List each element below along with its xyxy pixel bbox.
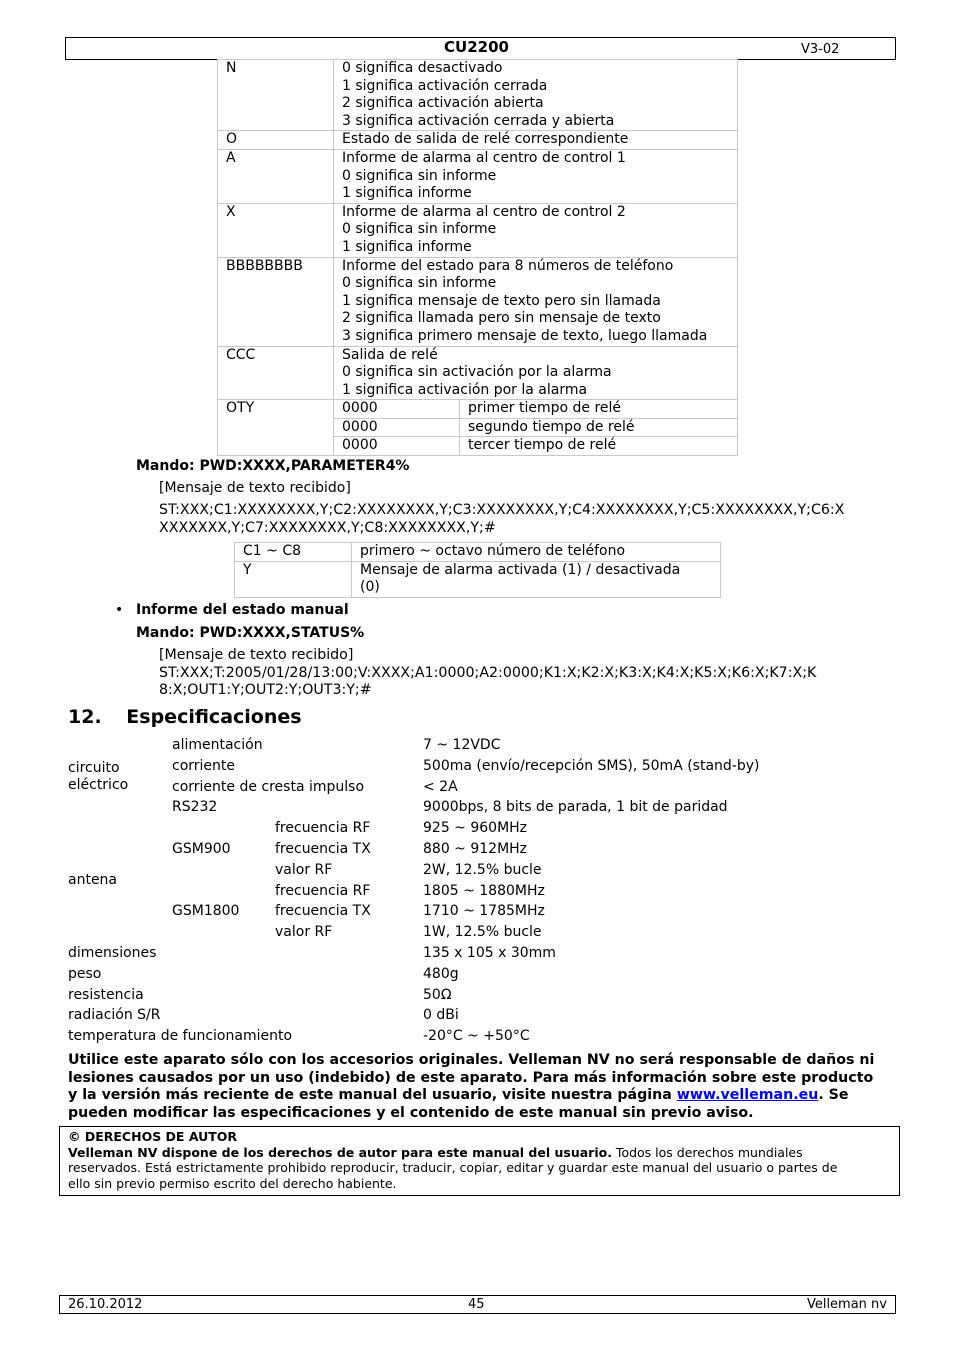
- spec-name: corriente de cresta impulso: [172, 778, 365, 795]
- relay-desc: tercer tiempo de relé: [460, 437, 738, 456]
- desc-line: Estado de salida de relé correspondiente: [342, 131, 629, 148]
- param-key: C1 ~ C8: [235, 543, 352, 562]
- param-key: CCC: [218, 346, 334, 400]
- notice-text: . Se: [818, 1087, 849, 1104]
- notice-line: Utilice este aparato sólo con los accesorios originales. Velleman NV no será responsable de daños ni: [68, 1052, 875, 1068]
- desc-line: Informe del estado para 8 números de teléfono: [342, 257, 674, 274]
- table-row: [218, 149, 738, 203]
- table-row: [218, 131, 738, 150]
- relay-code: 0000: [334, 418, 460, 437]
- spec-value: 135 x 105 x 30mm: [423, 945, 556, 961]
- param-desc: [334, 131, 738, 150]
- received-label-2: [Mensaje de texto recibido]: [159, 647, 354, 663]
- spec-value: 9000bps, 8 bits de parada, 1 bit de paridad: [423, 799, 728, 816]
- desc-line: 2 significa activación abierta: [342, 95, 544, 112]
- copyright-line: [68, 1145, 895, 1161]
- footer-date: 26.10.2012: [68, 1297, 143, 1312]
- received-label-1: [Mensaje de texto recibido]: [159, 480, 351, 496]
- desc-line: 1 significa activación por la alarma: [342, 381, 588, 398]
- spec-value: 880 ~ 912MHz: [423, 841, 528, 857]
- antenna-label: antena: [68, 872, 118, 888]
- notice-line: lesiones causados por un uso (indebido) de este aparato. Para más información sobre este producto: [68, 1069, 874, 1086]
- param-key: Y: [235, 561, 352, 597]
- desc-line: 0 significa sin informe: [342, 167, 497, 184]
- desc-line: 0 significa sin informe: [342, 221, 497, 238]
- table-row: [218, 60, 738, 131]
- desc-line: Salida de relé: [342, 346, 438, 363]
- desc-line: 1 significa activación cerrada: [342, 77, 548, 94]
- table-row: [218, 400, 738, 419]
- spec-name: radiación S/R: [68, 1007, 161, 1024]
- velleman-link[interactable]: www.velleman.eu: [676, 1087, 819, 1104]
- param-desc: [352, 561, 721, 597]
- circuit-label: eléctrico: [68, 777, 129, 793]
- gsm1800-label: GSM1800: [172, 903, 240, 919]
- desc-line: Mensaje de alarma activada (1) / desactivada: [360, 561, 681, 578]
- spec-value: 1W, 12.5% bucle: [423, 924, 542, 941]
- spec-value: -20°C ~ +50°C: [423, 1028, 530, 1045]
- copyright-text: Todos los derechos mundiales: [611, 1144, 803, 1160]
- param-key: OTY: [218, 400, 334, 456]
- command-status: Mando: PWD:XXXX,STATUS%: [136, 625, 365, 641]
- sms-line: ST:XXX;C1:XXXXXXXX,Y;C2:XXXXXXXX,Y;C3:XXXXXXXX,Y;C4:XXXXXXXX,Y;C5:XXXXXXXX,Y;C6:X: [159, 502, 845, 518]
- copyright-bold: Velleman NV dispone de los derechos de autor para este manual del usuario.: [68, 1144, 612, 1160]
- footer-page-number: 45: [468, 1297, 485, 1312]
- param-desc: [334, 346, 738, 400]
- copyright-box: [59, 1126, 900, 1196]
- param-desc: [334, 257, 738, 346]
- table-row: [218, 257, 738, 346]
- desc-line: primero ~ octavo número de teléfono: [360, 543, 626, 559]
- copyright-line: reservados. Está estrictamente prohibido reproducir, traducir, copiar, editar y guardar este manual del usuario o partes de: [68, 1160, 838, 1176]
- sms-line: 8:X;OUT1:Y;OUT2:Y;OUT3:Y;#: [159, 682, 372, 699]
- desc-line: 0 significa sin informe: [342, 275, 497, 292]
- spec-name: frecuencia TX: [275, 903, 371, 920]
- desc-line: (0): [360, 579, 380, 596]
- param-key: A: [218, 149, 334, 203]
- spec-value: 1710 ~ 1785MHz: [423, 903, 545, 920]
- sms-line: ST:XXX;T:2005/01/28/13:00;V:XXXX;A1:0000;A2:0000;K1:X;K2:X;K3:X;K4:X;K5:X;K6:X;K7:X;K: [159, 664, 817, 681]
- desc-line: 2 significa llamada pero sin mensaje de texto: [342, 310, 661, 327]
- spec-name: dimensiones: [68, 945, 157, 961]
- spec-name: temperatura de funcionamiento: [68, 1028, 293, 1045]
- desc-line: 3 significa activación cerrada y abierta: [342, 112, 615, 129]
- spec-value: 7 ~ 12VDC: [423, 737, 501, 753]
- page-footer: [59, 1295, 896, 1314]
- spec-name: peso: [68, 965, 102, 982]
- spec-name: alimentación: [172, 737, 263, 753]
- param-desc: [352, 543, 721, 562]
- desc-line: 3 significa primero mensaje de texto, luego llamada: [342, 327, 708, 344]
- spec-value: 925 ~ 960MHz: [423, 820, 528, 837]
- spec-name: corriente: [172, 757, 236, 774]
- spec-value: 2W, 12.5% bucle: [423, 861, 542, 878]
- spec-name: resistencia: [68, 986, 144, 1003]
- gsm900-label: GSM900: [172, 841, 231, 857]
- desc-line: 1 significa informe: [342, 185, 472, 202]
- notice-line: [68, 1087, 874, 1105]
- section-heading: [68, 705, 302, 729]
- desc-line: 1 significa informe: [342, 238, 472, 255]
- spec-name: valor RF: [275, 861, 333, 878]
- notice-line: pueden modificar las especificaciones y el contenido de este manual sin previo aviso.: [68, 1104, 754, 1121]
- relay-desc: primer tiempo de relé: [460, 400, 738, 419]
- param-desc: [334, 149, 738, 203]
- param-desc: [334, 203, 738, 257]
- status-heading: Informe del estado manual: [136, 602, 349, 618]
- spec-name: frecuencia RF: [275, 882, 371, 899]
- command-parameter4: Mando: PWD:XXXX,PARAMETER4%: [136, 458, 410, 474]
- copyright-title: © DERECHOS DE AUTOR: [68, 1129, 238, 1144]
- circuit-label: circuito: [68, 760, 120, 776]
- parameter-table: [217, 59, 738, 456]
- param-key: X: [218, 203, 334, 257]
- desc-line: 0 significa desactivado: [342, 60, 503, 76]
- param-key: N: [218, 60, 334, 131]
- desc-line: Informe de alarma al centro de control 2: [342, 203, 626, 220]
- spec-name: valor RF: [275, 924, 333, 941]
- doc-version: V3-02: [801, 42, 840, 57]
- desc-line: Informe de alarma al centro de control 1: [342, 149, 626, 166]
- doc-title: CU2200: [444, 38, 509, 56]
- relay-code: 0000: [334, 400, 460, 419]
- notice-text: y la versión más reciente de este manual del usuario, visite nuestra página: [68, 1087, 677, 1104]
- notice: [68, 1052, 874, 1122]
- param-key: O: [218, 131, 334, 150]
- sms-format-parameter4: [159, 502, 844, 537]
- section-number: 12.: [68, 706, 102, 728]
- desc-line: 1 significa mensaje de texto pero sin llamada: [342, 292, 661, 309]
- phone-table: [234, 542, 721, 598]
- spec-value: 500ma (envío/recepción SMS), 50mA (stand-by): [423, 757, 760, 774]
- spec-value: 1805 ~ 1880MHz: [423, 882, 545, 899]
- sms-line: XXXXXXX,Y;C7:XXXXXXXX,Y;C8:XXXXXXXX,Y;#: [159, 519, 496, 536]
- footer-company: Velleman nv: [806, 1297, 887, 1312]
- spec-name: RS232: [172, 799, 218, 816]
- spec-name: frecuencia RF: [275, 820, 371, 837]
- param-key: BBBBBBBB: [218, 257, 334, 346]
- relay-code: 0000: [334, 437, 460, 456]
- page-header: [65, 37, 896, 60]
- table-row: [218, 346, 738, 400]
- spec-value: 480g: [423, 965, 459, 982]
- table-row: [235, 543, 721, 562]
- desc-line: 0 significa sin activación por la alarma: [342, 364, 612, 381]
- spec-value: < 2A: [423, 778, 458, 795]
- copyright-line: ello sin previo permiso escrito del derecho habiente.: [68, 1175, 397, 1191]
- spec-value: 0 dBi: [423, 1007, 459, 1024]
- spec-name: frecuencia TX: [275, 841, 371, 857]
- table-row: [235, 561, 721, 597]
- section-title: Especificaciones: [126, 706, 302, 728]
- bullet: •: [115, 602, 124, 618]
- table-row: [218, 203, 738, 257]
- spec-value: 50Ω: [423, 986, 452, 1003]
- param-desc: [334, 60, 738, 131]
- relay-desc: segundo tiempo de relé: [460, 418, 738, 437]
- sms-format-status: [159, 647, 816, 700]
